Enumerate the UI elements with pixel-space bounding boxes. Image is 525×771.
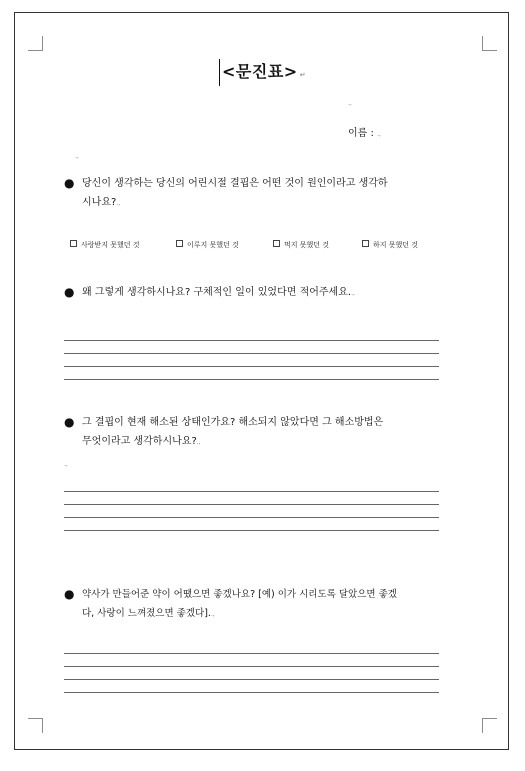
answer-line[interactable]	[64, 666, 439, 667]
bullet-icon: ●	[64, 587, 75, 601]
question-3[interactable]: ● 그 결핍이 현재 해소된 상태인가요? 해소되지 않았다면 그 해소방법은 무엇이라고 생각하시나요?.,	[64, 415, 384, 447]
crop-mark-bottom-right	[482, 718, 497, 733]
answer-line[interactable]	[64, 491, 439, 492]
paragraph-mark: .,	[348, 100, 352, 107]
question-1[interactable]: ● 당신이 생각하는 당신의 어린시절 결핍은 어떤 것이 원인이라고 생각하 시나요?.,	[64, 176, 388, 208]
page-title[interactable]: <문진표> ↵	[222, 62, 307, 81]
question-4-text: 약사가 만들어준 약이 어땠으면 좋겠나요? [예) 이가 시리도록 달았으면 좋겠	[82, 589, 397, 600]
question-4[interactable]: ● 약사가 만들어준 약이 어땠으면 좋겠나요? [예) 이가 시리도록 달았으면 좋겠 다, 사랑이 느껴졌으면 좋겠다]..,	[64, 587, 397, 619]
crop-mark-top-left	[28, 36, 43, 51]
bullet-icon: ●	[64, 285, 75, 299]
question-3-text-cont: 무엇이라고 생각하시나요?	[82, 436, 197, 447]
answer-line[interactable]	[64, 353, 439, 354]
crop-mark-bottom-left	[28, 718, 43, 733]
answer-line[interactable]	[64, 653, 439, 654]
question-1-text-cont: 시나요?	[82, 197, 117, 208]
answer-line[interactable]	[64, 504, 439, 505]
answer-line[interactable]	[64, 692, 439, 693]
paragraph-mark: .,	[64, 461, 68, 468]
bullet-icon: ●	[64, 415, 75, 429]
question-1-text: 당신이 생각하는 당신의 어린시절 결핍은 어떤 것이 원인이라고 생각하	[82, 178, 388, 189]
answer-line[interactable]	[64, 366, 439, 367]
checkbox-option-3[interactable]: 먹지 못했던 것	[273, 240, 329, 250]
question-2[interactable]: ● 왜 그렇게 생각하시나요? 구체적인 일이 있었다면 적어주세요..,	[82, 283, 355, 303]
question-2-text: 왜 그렇게 생각하시나요? 구체적인 일이 있었다면 적어주세요.	[82, 287, 352, 298]
checkbox-icon[interactable]	[70, 240, 77, 247]
checkbox-icon[interactable]	[176, 240, 183, 247]
checkbox-icon[interactable]	[362, 240, 369, 247]
answer-line[interactable]	[64, 379, 439, 380]
bullet-icon: ●	[64, 176, 75, 190]
text-cursor	[219, 59, 220, 86]
checkbox-option-1[interactable]: 사랑받지 못했던 것	[70, 240, 140, 250]
crop-mark-top-right	[482, 36, 497, 51]
answer-line[interactable]	[64, 679, 439, 680]
checkbox-icon[interactable]	[273, 240, 280, 247]
document-page	[14, 12, 509, 750]
answer-line[interactable]	[64, 530, 439, 531]
paragraph-mark: .,	[75, 153, 79, 160]
question-3-text: 그 결핍이 현재 해소된 상태인가요? 해소되지 않았다면 그 해소방법은	[82, 417, 384, 428]
name-field[interactable]: 이름 : .,	[348, 128, 381, 139]
answer-line[interactable]	[64, 340, 439, 341]
answer-line[interactable]	[64, 517, 439, 518]
checkbox-option-4[interactable]: 하지 못했던 것	[362, 240, 418, 250]
checkbox-option-2[interactable]: 이루지 못했던 것	[176, 240, 239, 250]
question-4-text-cont: 다, 사랑이 느껴졌으면 좋겠다].	[82, 608, 211, 619]
